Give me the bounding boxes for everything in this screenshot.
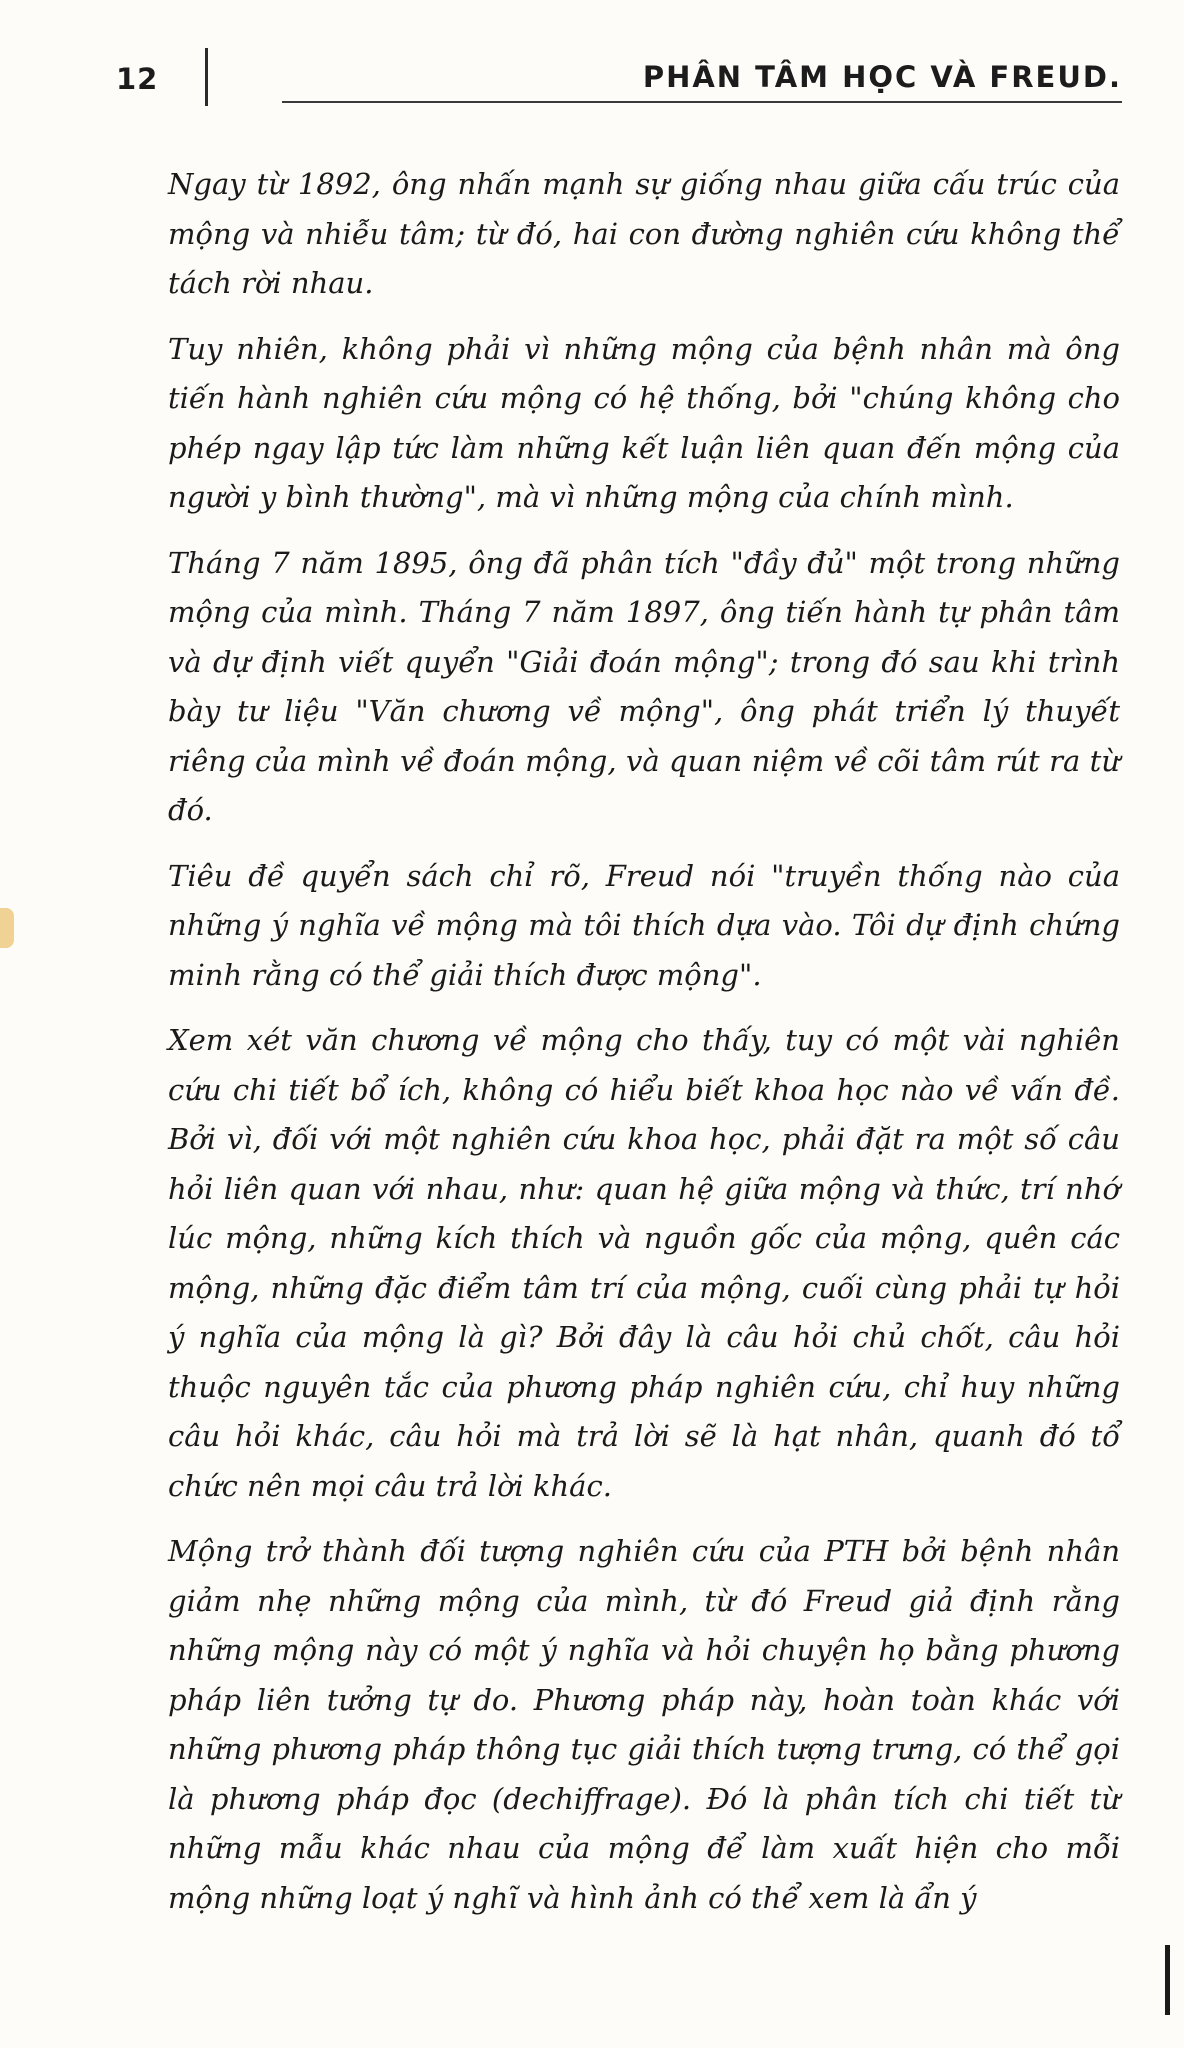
paragraph: Mộng trở thành đối tượng nghiên cứu của PTH bởi bệnh nhân giảm nhẹ những mộng của mình, từ đó Freud giả định rằng những mộng này có một ý nghĩa và hỏi chuyện họ bằng phương pháp liên tưởng tự do. Phương pháp này, hoàn toàn khác với những phương pháp thông tục giải thích tượng trưng, có thể gọi là phương pháp đọc (dechiffrage). Đó là phân tích chi tiết từ những mẫu khác nhau của mộng để làm xuất hiện cho mỗi mộng những loạt ý nghĩ và hình ảnh có thể xem là ẩn ý <box>168 1534 1120 1915</box>
paragraph: Tuy nhiên, không phải vì những mộng của bệnh nhân mà ông tiến hành nghiên cứu mộng có hệ thống, bởi "chúng không cho phép ngay lập tức làm những kết luận liên quan đến mộng của người y bình thường", mà vì những mộng của chính mình. <box>168 331 1120 514</box>
page-edge-mark <box>0 908 14 948</box>
page-number: 12 <box>116 62 159 96</box>
running-title: PHÂN TÂM HỌC VÀ FREUD. <box>642 60 1122 94</box>
paragraph: Tiêu đề quyển sách chỉ rõ, Freud nói "truyền thống nào của những ý nghĩa về mộng mà tôi thích dựa vào. Tôi dự định chứng minh rằng có thể giải thích được mộng". <box>168 858 1120 992</box>
paragraph: Tháng 7 năm 1895, ông đã phân tích "đầy đủ" một trong những mộng của mình. Tháng 7 năm 1897, ông tiến hành tự phân tâm và dự định viết quyển "Giải đoán mộng"; trong đó sau khi trình bày tư liệu "Văn chương về mộng", ông phát triển lý thuyết riêng của mình về đoán mộng, và quan niệm về cõi tâm rút ra từ đó. <box>168 545 1120 827</box>
page-edge-mark <box>1165 1945 1170 2015</box>
paragraph: Ngay từ 1892, ông nhấn mạnh sự giống nhau giữa cấu trúc của mộng và nhiễu tâm; từ đó, hai con đường nghiên cứu không thể tách rời nhau. <box>168 167 1120 300</box>
paragraph: Xem xét văn chương về mộng cho thấy, tuy có một vài nghiên cứu chi tiết bổ ích, không có hiểu biết khoa học nào về vấn đề. Bởi vì, đối với một nghiên cứu khoa học, phải đặt ra một số câu hỏi liên quan với nhau, như: quan hệ giữa mộng và thức, trí nhớ lúc mộng, những kích thích và nguồn gốc của mộng, quên các mộng, những đặc điểm tâm trí của mộng, cuối cùng phải tự hỏi ý nghĩa của mộng là gì? Bởi đây là câu hỏi chủ chốt, câu hỏi thuộc nguyên tắc của phương pháp nghiên cứu, chỉ huy những câu hỏi khác, câu hỏi mà trả lời sẽ là hạt nhân, quanh đó tổ chức nên mọi câu trả lời khác. <box>168 1023 1120 1503</box>
header-rule <box>282 101 1122 103</box>
header-divider <box>205 48 208 106</box>
body-text <box>168 160 1120 1939</box>
